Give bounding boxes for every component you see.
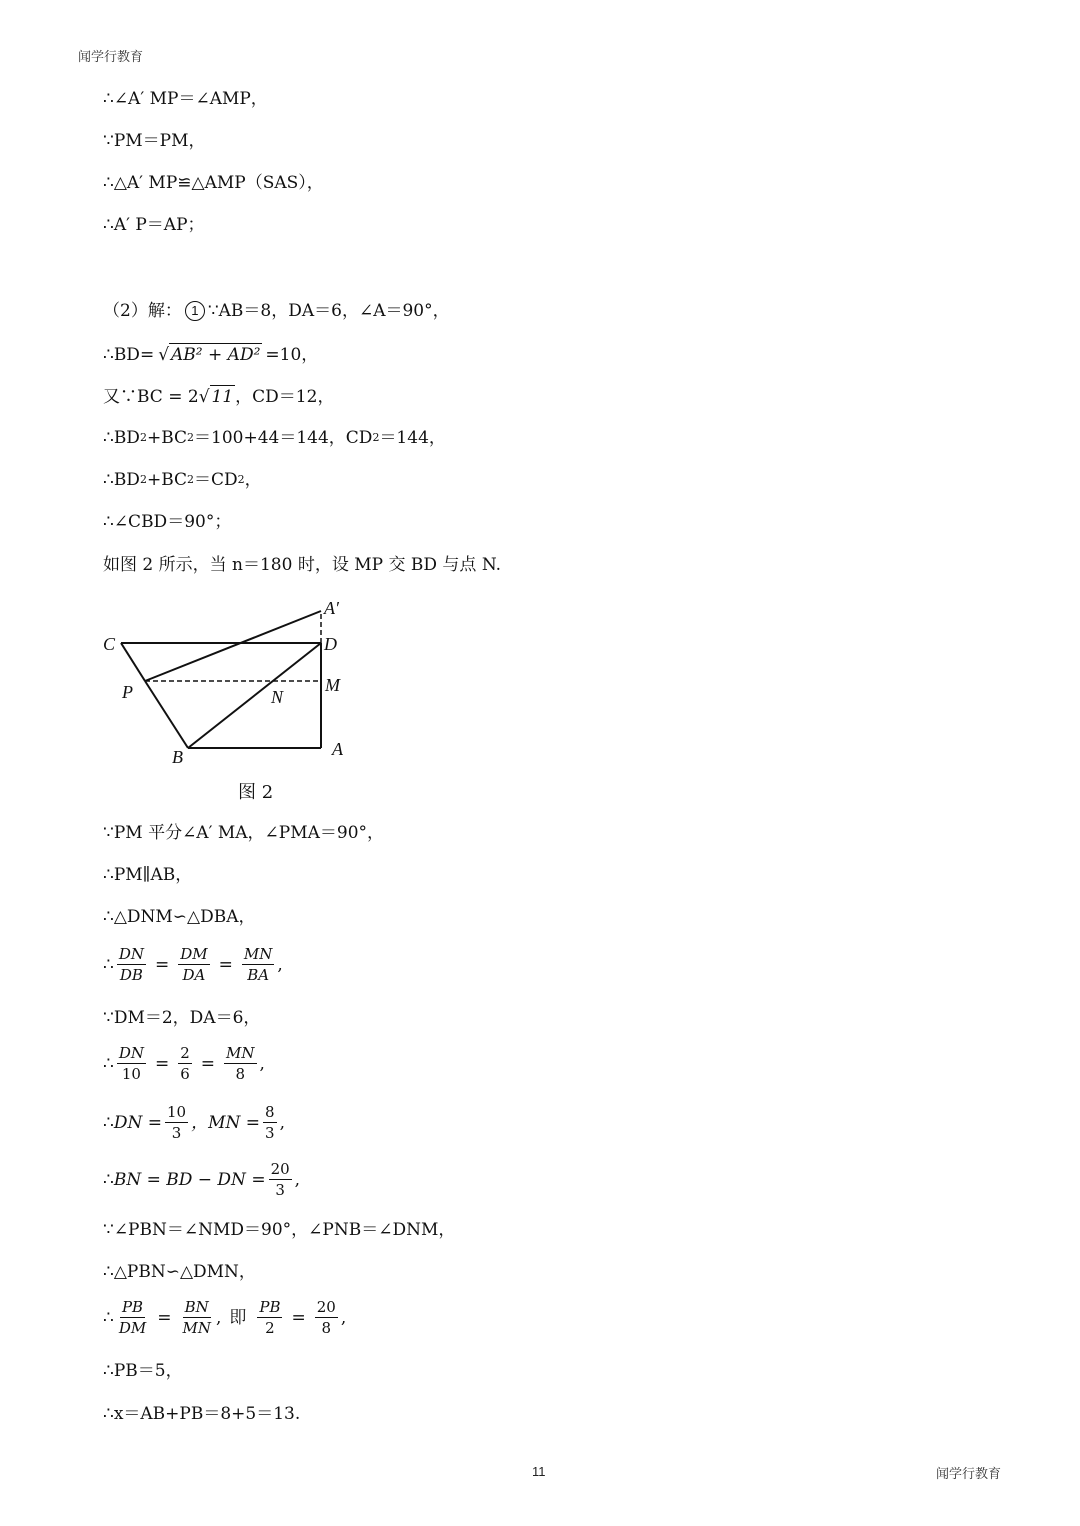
label-a-prime: A′ [324, 598, 339, 618]
sum-line: ∴BD 2 +BC 2 ＝100+44＝144，CD 2 ＝144， [103, 428, 446, 448]
comma: , [259, 1053, 265, 1074]
fraction [117, 1298, 148, 1337]
bc-line [103, 385, 334, 408]
bn-expression: BN = BD − DN = [113, 1169, 266, 1190]
sum-text: ＝144， [379, 428, 446, 448]
fraction [315, 1298, 338, 1337]
numerator: 20 [270, 1160, 290, 1178]
sol-line-2: ∴PM∥AB， [103, 865, 193, 885]
fraction [242, 945, 274, 984]
numerator: DN [118, 945, 144, 963]
part2-intro [103, 300, 450, 322]
numerator: MN [243, 945, 273, 963]
bc-radicand: 11 [211, 387, 234, 407]
equals-sign: = [157, 1307, 172, 1328]
sol-line-9: ∴PB＝5， [103, 1361, 183, 1381]
numerator: DM [180, 945, 208, 963]
denominator: MN [182, 1319, 211, 1337]
fraction [257, 1298, 282, 1337]
part2-givens: ∵AB＝8，DA＝6，∠A＝90°， [207, 301, 450, 321]
fraction [178, 1044, 192, 1083]
setup-line: 如图 2 所示，当 n＝180 时，设 MP 交 BD 与点 N. [103, 555, 502, 575]
part2-label: （2）解： [103, 301, 182, 321]
proof-line-4: ∴A′ P＝AP； [103, 215, 205, 235]
sqrt-symbol: √ [198, 386, 210, 407]
sol-line-10: ∴x＝AB+PB＝8+5＝13. [103, 1404, 301, 1424]
circled-number: 1 [185, 301, 205, 321]
numerator: 8 [265, 1103, 275, 1121]
denominator: DB [119, 966, 143, 984]
denominator: 3 [265, 1124, 275, 1142]
bd-prefix: ∴BD= [103, 344, 155, 365]
bd-line [103, 343, 318, 366]
sqrt-symbol: √ [158, 344, 170, 365]
therefore-symbol: ∴ [103, 954, 114, 975]
numerator: 2 [180, 1044, 190, 1062]
page-number: 11 [532, 1464, 546, 1479]
angle-line: ∴∠CBD＝90°； [103, 512, 232, 532]
pyth-text: ∴BD [103, 470, 140, 490]
comma: , [340, 1307, 347, 1328]
denominator: 6 [180, 1065, 190, 1083]
segment-bd [188, 643, 321, 748]
label-a: A [332, 739, 343, 759]
sol-line-4: ∵DM＝2，DA＝6， [103, 1008, 261, 1028]
bc-rest: ，CD＝12， [235, 386, 335, 407]
label-c: C [103, 634, 116, 654]
denominator: DA [182, 966, 206, 984]
sum-text: ＝100+44＝144，CD [194, 428, 373, 448]
bc-prefix: 又∵BC = 2 [103, 386, 199, 407]
denominator: 8 [321, 1319, 332, 1337]
numerator: MN [226, 1044, 255, 1062]
bd-result: =10， [265, 344, 319, 365]
fraction [180, 1298, 212, 1337]
proof-line-1: ∴∠A′ MP＝∠AMP， [103, 89, 268, 109]
label-n: N [271, 687, 284, 707]
equals-sign: = [154, 954, 170, 975]
fraction [224, 1044, 256, 1083]
denominator: 3 [275, 1181, 285, 1199]
sol-line-1: ∵PM 平分∠A′ MA，∠PMA＝90°， [103, 823, 385, 843]
fraction [178, 945, 209, 984]
denominator: DM [118, 1319, 147, 1337]
label-m: M [325, 675, 340, 695]
sol-line-3: ∴△DNM∽△DBA， [103, 907, 256, 927]
comma: , [277, 954, 283, 975]
segment-cp [121, 643, 145, 681]
denominator: 8 [235, 1065, 246, 1083]
denominator: 2 [265, 1319, 275, 1337]
numerator: BN [184, 1298, 209, 1316]
ratio-line-2 [103, 1044, 265, 1083]
pyth-text: ＝CD [194, 470, 238, 490]
equals-sign: = [154, 1053, 170, 1074]
bd-radicand: AB² + AD² [171, 345, 261, 365]
label-p: P [122, 682, 133, 702]
denominator: 10 [121, 1065, 141, 1083]
pythagoras-line: ∴BD 2 +BC 2 ＝CD 2 ， [103, 470, 262, 490]
numerator: PB [259, 1298, 281, 1316]
numerator: 10 [166, 1103, 187, 1121]
geometry-figure [100, 596, 360, 776]
bn-line [103, 1160, 300, 1199]
fraction [269, 1160, 292, 1199]
denominator: BA [247, 966, 270, 984]
equals-sign: = [218, 954, 233, 975]
dn-label: DN = [113, 1112, 162, 1133]
therefore-symbol: ∴ [103, 1053, 114, 1074]
fraction [117, 1044, 146, 1083]
ratio-line-3 [103, 1298, 346, 1337]
equals-sign: = [200, 1053, 216, 1074]
equals-sign: = [291, 1307, 306, 1328]
comma: , [279, 1112, 285, 1133]
denominator: 3 [171, 1124, 182, 1142]
label-b: B [172, 747, 183, 767]
ratio-line-1 [103, 945, 283, 984]
proof-line-2: ∵PM＝PM， [103, 131, 206, 151]
sum-text: ∴BD [103, 428, 140, 448]
pyth-text: +BC [146, 470, 188, 490]
fraction [263, 1103, 277, 1142]
proof-line-3: ∴△A′ MP≌△AMP（SAS）， [103, 173, 324, 193]
comma: , [215, 1307, 222, 1328]
numerator: 20 [316, 1298, 336, 1316]
fraction [117, 945, 146, 984]
mn-label: ，MN = [191, 1112, 261, 1133]
that-is-label: 即 [229, 1307, 247, 1328]
therefore-symbol: ∴ [103, 1169, 114, 1190]
segment-pb [145, 681, 188, 748]
therefore-symbol: ∴ [103, 1112, 114, 1133]
dn-mn-line [103, 1103, 285, 1142]
sum-text: +BC [146, 428, 188, 448]
numerator: PB [121, 1298, 144, 1316]
fraction [165, 1103, 188, 1142]
header-brand: 闻学行教育 [78, 50, 144, 65]
label-d: D [324, 634, 337, 654]
pyth-text: ， [244, 470, 262, 490]
sol-line-8: ∴△PBN∽△DMN， [103, 1262, 256, 1282]
footer-brand: 闻学行教育 [936, 1467, 1002, 1482]
figure-caption: 图 2 [238, 782, 274, 803]
segment-pa-prime [145, 611, 321, 681]
numerator: DN [118, 1044, 144, 1062]
sol-line-7: ∵∠PBN＝∠NMD＝90°，∠PNB＝∠DNM， [103, 1220, 456, 1240]
comma: , [294, 1169, 301, 1190]
therefore-symbol: ∴ [103, 1307, 114, 1328]
